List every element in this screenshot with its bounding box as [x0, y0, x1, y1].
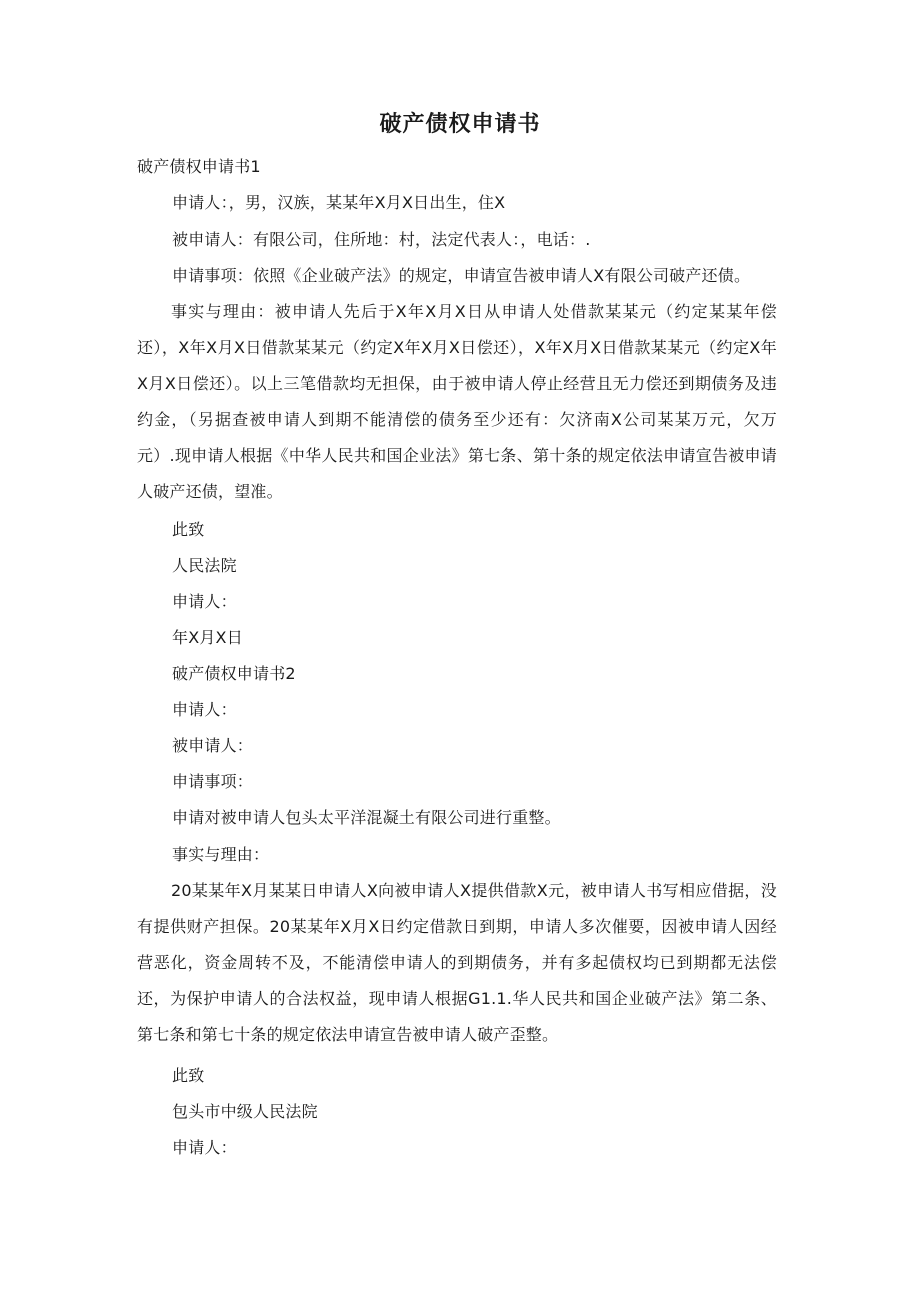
section1-facts: 事实与理由：被申请人先后于X年X月X日从申请人处借款某某元（约定某某年偿还），X年X月X日借款某某元（约定X年X月X日偿还），X年X月X日借款某某元（约定X年X月X日偿还）。以上三笔借款均无担保，由于被申请人停止经营且无力偿还到期债务及违约金，（另据查被申请人到期不能清偿的债务至少还有：欠济南X公司某某万元，欠万元）.现申请人根据《中华人民共和国企业法》第七条、第十条的规定依法申请宣告被申请人破产还债，望准。 — [137, 302, 777, 501]
section2-salutation: 此致 — [172, 1066, 205, 1085]
section2-court: 包头市中级人民法院 — [172, 1102, 318, 1121]
section2-signature: 申请人： — [172, 1138, 237, 1157]
section1-respondent: 被申请人：有限公司，住所地：村，法定代表人：，电话：. — [172, 230, 591, 249]
section1-request: 申请事项：依照《企业破产法》的规定，申请宣告被申请人X有限公司破产还债。 — [172, 266, 751, 285]
section1-court: 人民法院 — [172, 556, 237, 575]
document-title: 破产债权申请书 — [379, 112, 541, 137]
section1-heading: 破产债权申请书1 — [137, 157, 261, 176]
section2-request-label: 申请事项： — [172, 772, 254, 791]
section2-applicant: 申请人： — [172, 700, 237, 719]
section1-applicant: 申请人：，男，汉族，某某年X月X日出生，住X — [172, 193, 506, 212]
section2-facts: 20某某年X月某某日申请人X向被申请人X提供借款X元，被申请人书写相应借据，没有提供财产担保。20某某年X月X日约定借款日到期，申请人多次催要，因被申请人因经营恶化，资金周转不及，不能清偿申请人的到期债务，并有多起债权均已到期都无法偿还，为保护申请人的合法权益，现申请人根据G1.1.华人民共和国企业破产法》第二条、第七条和第七十条的规定依法申请宣告被申请人破产歪整。 — [137, 881, 777, 1044]
section1-date: 年X月X日 — [172, 628, 243, 647]
section1-signature: 申请人： — [172, 592, 237, 611]
section2-request: 申请对被申请人包头太平洋混凝土有限公司进行重整。 — [172, 808, 561, 827]
section2-respondent: 被申请人： — [172, 736, 254, 755]
section1-salutation: 此致 — [172, 520, 205, 539]
section2-facts-label: 事实与理由： — [172, 845, 270, 864]
section2-heading: 破产债权申请书2 — [172, 664, 296, 683]
